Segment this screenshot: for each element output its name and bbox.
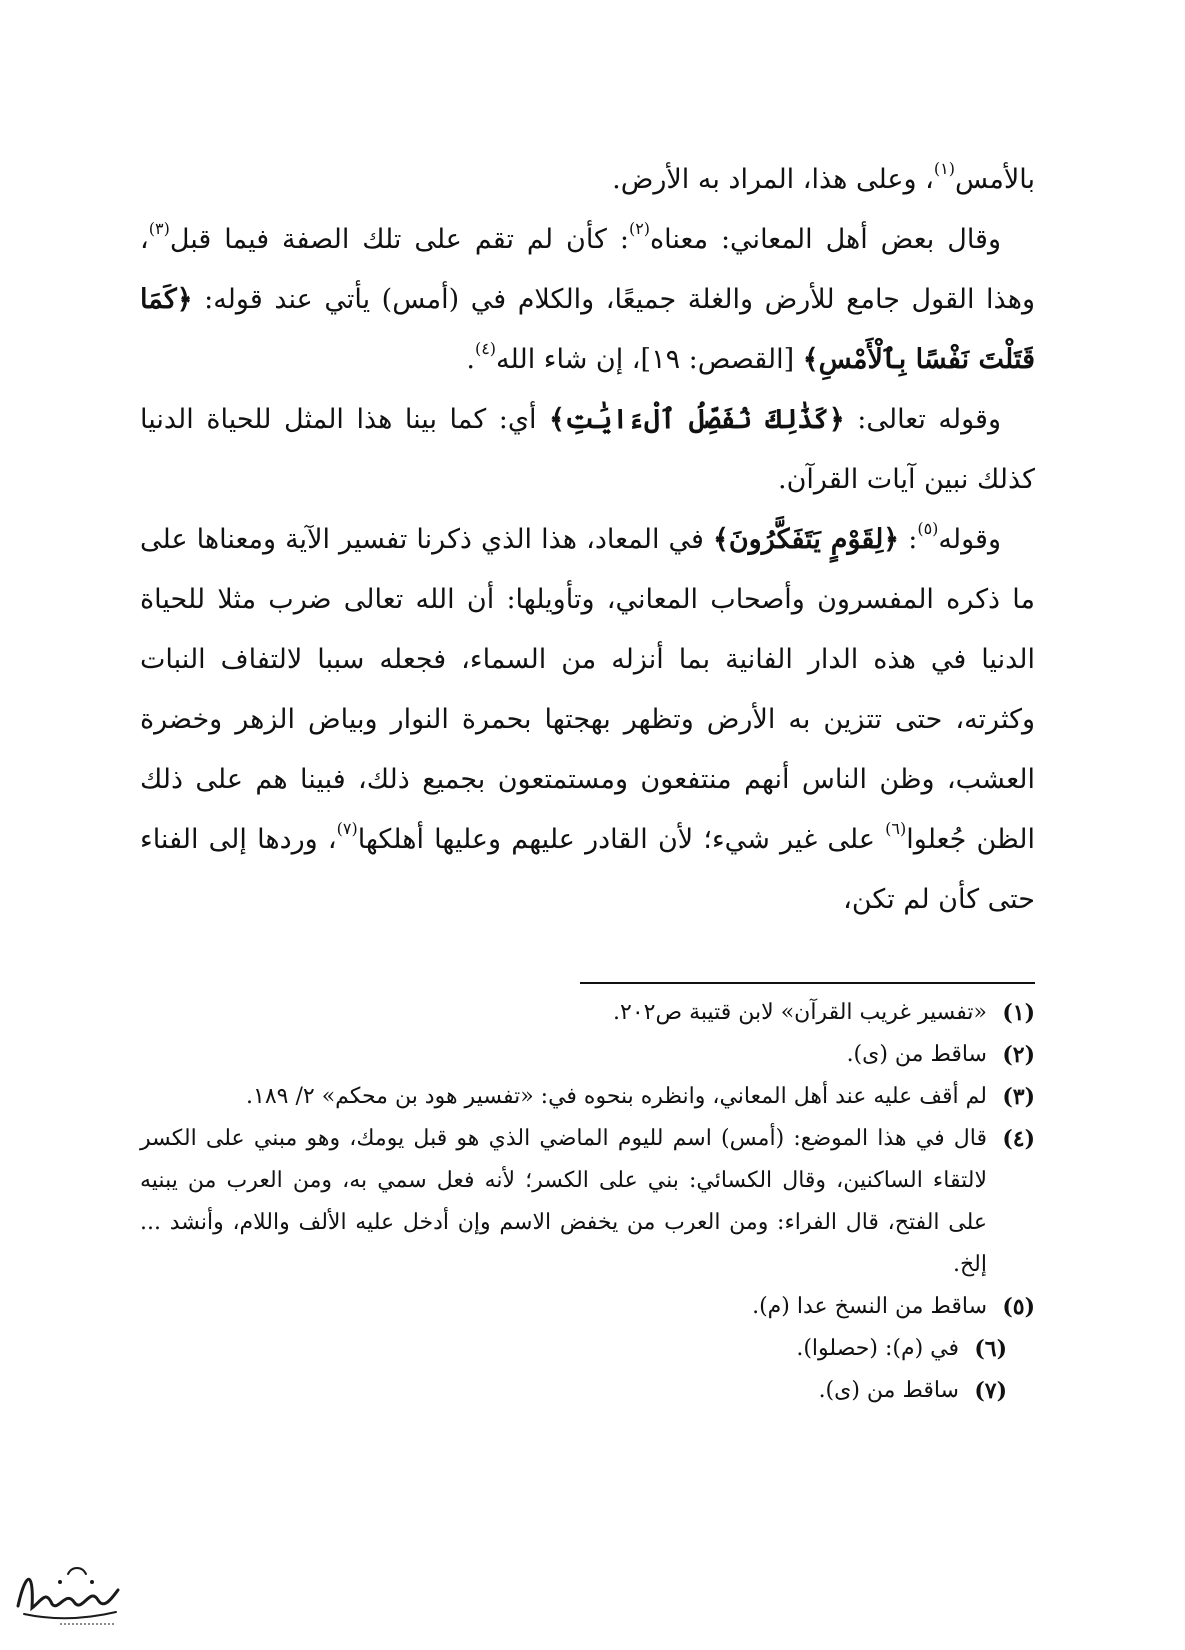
footnote-number: (٢)	[1002, 1042, 1035, 1068]
text-segment: : كأن لم تقم على تلك الصفة فيما قبل	[169, 224, 629, 255]
footnote-7	[140, 1370, 1035, 1412]
footnote-text: «تفسير غريب القرآن» لابن قتيبة ص٢٠٢.	[613, 1000, 987, 1025]
quran-verse: ﴿لِقَوْمٍ يَتَفَكَّرُونَ﴾	[713, 524, 900, 555]
footnote-number: (٥)	[1002, 1294, 1035, 1320]
paragraph-2	[140, 210, 1035, 390]
text-segment: بالأمس	[954, 164, 1035, 195]
text-segment: :	[899, 524, 918, 555]
footnote-ref-7[interactable]: (٧)	[336, 819, 358, 838]
footnote-text: قال في هذا الموضع: (أمس) اسم لليوم الماضي الذي هو قبل يومك، وهو مبني على الكسر لالتقاء الساكنين، وقال الكسائي: بني على الكسر؛ لأنه فعل سمي به، ومن العرب من يبنيه على الفتح، قال الفراء: ومن العرب من يخفض الاسم وإن أدخل عليه الألف واللام، وأنشد ... إلخ.	[140, 1126, 987, 1277]
paragraph-1	[140, 150, 1035, 210]
footnote-6	[140, 1328, 1035, 1370]
footnote-number: (٧)	[974, 1378, 1007, 1404]
watermark-calligraphy-stroke	[24, 1612, 116, 1618]
text-segment: .	[466, 344, 475, 375]
footnote-ref-4[interactable]: (٤)	[474, 339, 497, 358]
footnote-ref-1[interactable]: (١)	[933, 159, 955, 178]
quran-verse: ﴿كَذَٰلِكَ نُفَصِّلُ ٱلْءَايَٰتِ﴾	[549, 404, 845, 435]
watermark-dot	[58, 1580, 62, 1584]
text-segment: وقوله تعالى:	[844, 404, 1001, 435]
paragraph-3	[140, 390, 1035, 510]
text-segment: أي: كما بينا هذا المثل للحياة الدنيا كذلك نبين آيات القرآن.	[140, 404, 1035, 495]
footnote-ref-3[interactable]: (٣)	[148, 219, 170, 238]
footnote-number: (٣)	[1002, 1084, 1035, 1110]
footnote-number: (٤)	[1002, 1126, 1035, 1152]
footnotes	[140, 992, 1035, 1412]
main-text	[140, 150, 1035, 930]
text-segment: ، وعلى هذا، المراد به الأرض.	[612, 164, 934, 195]
footnote-text: في (م): (حصلوا).	[796, 1336, 959, 1361]
footnote-ref-6[interactable]: (٦)	[885, 819, 907, 838]
text-segment: ، وردها إلى الفناء حتى كأن لم تكن،	[140, 824, 1035, 915]
footnote-2	[140, 1034, 1035, 1076]
text-segment: على غير شيء؛ لأن القادر عليهم وعليها أهلكها	[357, 824, 886, 855]
text-segment: وقال بعض أهل المعاني: معناه	[650, 224, 1002, 255]
footnote-text: ساقط من (ى).	[846, 1042, 987, 1067]
footnote-text: ساقط من (ى).	[818, 1378, 959, 1403]
footnote-3	[140, 1076, 1035, 1118]
footnote-4	[140, 1118, 1035, 1286]
watermark-calligraphy-stroke	[68, 1568, 86, 1574]
watermark-logo	[12, 1560, 124, 1632]
footnote-number: (٦)	[974, 1336, 1007, 1362]
text-segment: في المعاد، هذا الذي ذكرنا تفسير الآية ومعناها على ما ذكره المفسرون وأصحاب المعاني، وتأويلها: أن الله تعالى ضرب مثلا للحياة الدنيا في هذه الدار الفانية بما أنزله من السماء، فجعله سببا لالتفاف النبات وكثرته، حتى تتزين به الأرض وتظهر بهجتها بحمرة النوار وبياض الزهر وخضرة العشب، وظن الناس أنهم منتفعون ومستمتعون بجميع ذلك، فبينا هم على ذلك الظن جُعلوا	[140, 524, 1035, 855]
footnote-1	[140, 992, 1035, 1034]
watermark-dot	[90, 1580, 94, 1584]
footnote-5	[140, 1286, 1035, 1328]
text-segment: ، وهذا القول جامع للأرض والغلة جميعًا، والكلام في (أمس) يأتي عند قوله:	[140, 224, 1035, 315]
quran-verse: ﴿كَمَا قَتَلْتَ نَفْسًا بِٱلْأَمْسِ﴾	[140, 284, 1035, 375]
text-segment: وقوله	[938, 524, 1002, 555]
footnote-number: (١)	[1002, 1000, 1035, 1026]
paragraph-4	[140, 510, 1035, 930]
footnote-ref-2[interactable]: (٢)	[628, 219, 651, 238]
footnote-text: ساقط من النسخ عدا (م).	[752, 1294, 987, 1319]
footnote-text: لم أقف عليه عند أهل المعاني، وانظره بنحوه في: «تفسير هود بن محكم» ٢/ ١٨٩.	[246, 1084, 987, 1109]
watermark-calligraphy-stroke	[18, 1579, 118, 1608]
footnote-ref-5[interactable]: (٥)	[917, 519, 939, 538]
footnote-divider	[580, 982, 1035, 984]
text-segment: [القصص: ١٩]، إن شاء الله	[496, 344, 803, 375]
